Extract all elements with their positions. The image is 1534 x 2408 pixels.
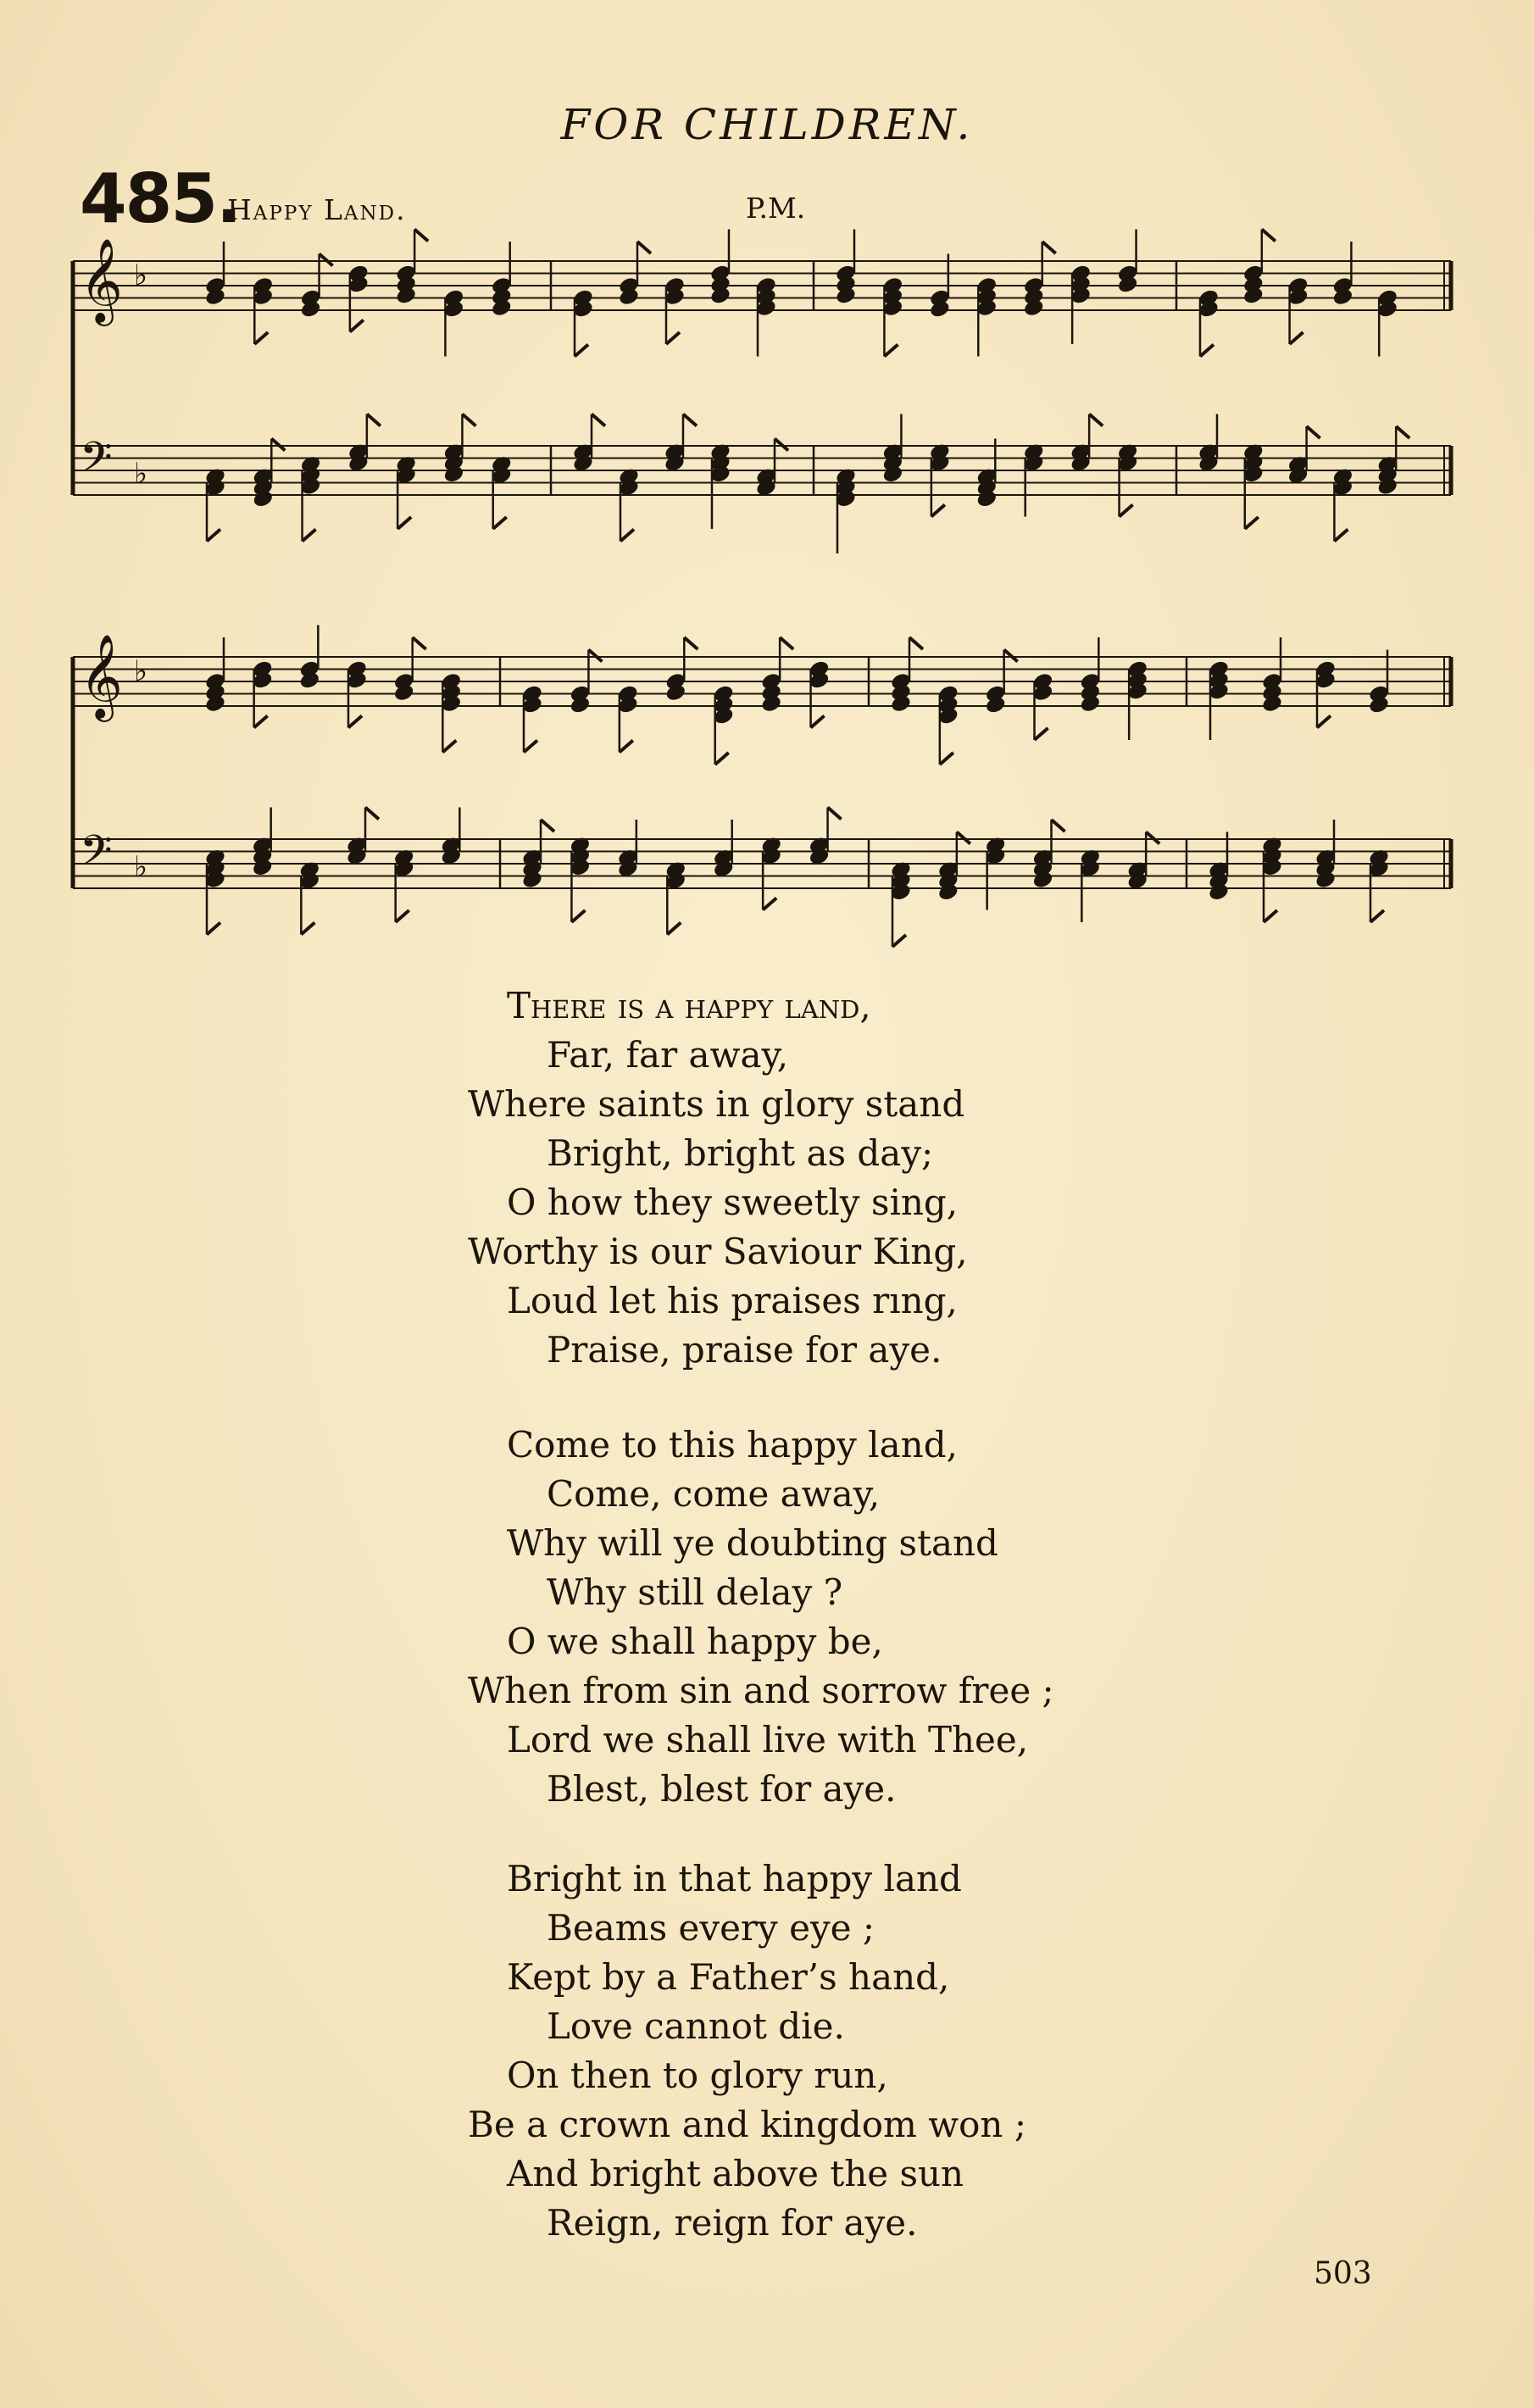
note-flag — [892, 935, 906, 947]
note-flag — [1004, 650, 1018, 662]
note-flag — [348, 716, 362, 728]
verse-line: Why still delay ? — [547, 1571, 843, 1613]
verse-line: Blest, blest for aye. — [547, 1768, 897, 1810]
note-flag — [254, 716, 268, 728]
note-flag — [637, 242, 651, 253]
note-flag — [775, 439, 788, 451]
verse-line: Bright, bright as day; — [547, 1132, 934, 1174]
note-flag — [1370, 910, 1384, 922]
verse-line — [507, 982, 871, 1031]
note-flag — [666, 332, 680, 344]
verse-line: Praise, praise for aye. — [547, 1329, 942, 1371]
note-flag — [1307, 426, 1320, 438]
note-flag — [1200, 345, 1214, 357]
note-flag — [271, 439, 285, 451]
verse-line: Bright in that happy land — [507, 1858, 962, 1899]
meter: P.M. — [746, 192, 806, 225]
note-flag — [828, 808, 842, 820]
verse-line: Reign, reign for aye. — [547, 2202, 918, 2244]
verse-line: Far, far away, — [547, 1034, 789, 1076]
flat-sign-icon: ♭ — [134, 850, 148, 884]
note-flag — [1035, 728, 1048, 740]
note-flag — [683, 414, 697, 426]
note-flag — [1317, 716, 1331, 728]
treble-clef-icon: 𝄞 — [80, 238, 123, 323]
note-flag — [715, 753, 729, 765]
note-flag — [413, 637, 426, 649]
hymn-number: 485. — [80, 159, 241, 238]
note-flag — [365, 808, 379, 820]
note-flag — [940, 753, 953, 765]
verse-line: Worthy is our Saviour King, — [468, 1231, 968, 1272]
bass-clef-icon: 𝄢 — [80, 433, 113, 492]
note-flag — [320, 254, 333, 266]
note-flag — [575, 345, 588, 357]
note-flag — [620, 530, 634, 542]
verse-line: Come to this happy land, — [507, 1424, 958, 1465]
note-flag — [254, 332, 268, 344]
verse-line: When from sin and sorrow free ; — [468, 1670, 1054, 1711]
verse-line: Lord we shall live with Thee, — [507, 1719, 1029, 1760]
running-head: FOR CHILDREN. — [560, 100, 974, 149]
note-flag — [397, 517, 411, 529]
verse-line: And bright above the sun — [507, 2153, 964, 2194]
note-flag — [524, 741, 537, 753]
verse-line: Where saints in glory stand — [468, 1083, 965, 1125]
note-flag — [493, 517, 507, 529]
note-flag — [811, 716, 825, 728]
note-flag — [571, 910, 585, 922]
note-flag — [588, 650, 602, 662]
note-flag — [909, 637, 923, 649]
note-flag — [301, 923, 314, 935]
note-flag — [1146, 832, 1159, 844]
verse-line: Beams every eye ; — [547, 1907, 875, 1949]
tune-name: Happy Land. — [227, 193, 407, 226]
note-flag — [620, 741, 633, 753]
verse-line: On then to glory run, — [507, 2055, 888, 2096]
note-flag — [1042, 242, 1056, 253]
note-flag — [541, 820, 554, 831]
verse-line: O how they sweetly sing, — [507, 1182, 959, 1223]
verse-line: Why will ye doubting stand — [507, 1522, 998, 1564]
page-number: 503 — [1314, 2256, 1372, 2291]
music-score — [0, 0, 1534, 949]
note-flag — [1245, 517, 1259, 529]
flat-sign-icon: ♭ — [134, 259, 148, 292]
note-flag — [396, 910, 409, 922]
note-flag — [1334, 530, 1348, 542]
note-flag — [1290, 332, 1303, 344]
verse-line-text: There is a happy land, — [507, 985, 871, 1026]
treble-clef-icon: 𝄞 — [80, 634, 123, 719]
note-flag — [780, 637, 793, 649]
note-flag — [884, 345, 898, 357]
verse-line: O we shall happy be, — [507, 1621, 883, 1662]
note-flag — [207, 530, 220, 542]
bass-clef-icon: 𝄢 — [80, 826, 113, 886]
verse-line: Love cannot die. — [547, 2005, 845, 2047]
note-flag — [1052, 820, 1065, 831]
flat-sign-icon: ♭ — [134, 457, 148, 491]
note-flag — [592, 414, 605, 426]
note-flag — [1264, 910, 1277, 922]
note-flag — [931, 505, 945, 517]
note-flag — [414, 230, 428, 242]
verse-line: Come, come away, — [547, 1473, 881, 1515]
flat-sign-icon: ♭ — [134, 654, 148, 688]
note-flag — [667, 923, 681, 935]
note-flag — [684, 637, 698, 649]
verse-line: Loud let his praises rıng, — [507, 1280, 958, 1321]
verse-line: Be a crown and kingdom won ; — [468, 2104, 1026, 2145]
verse-line: Kept by a Father’s hand, — [507, 1956, 950, 1998]
note-flag — [367, 414, 381, 426]
note-flag — [1089, 414, 1103, 426]
note-flag — [1120, 505, 1133, 517]
note-flag — [1396, 426, 1409, 438]
note-flag — [1262, 230, 1276, 242]
note-flag — [303, 530, 316, 542]
note-flag — [207, 923, 220, 935]
note-flag — [763, 898, 776, 910]
note-flag — [957, 832, 970, 844]
note-flag — [462, 414, 475, 426]
note-flag — [442, 741, 456, 753]
note-flag — [350, 320, 364, 332]
